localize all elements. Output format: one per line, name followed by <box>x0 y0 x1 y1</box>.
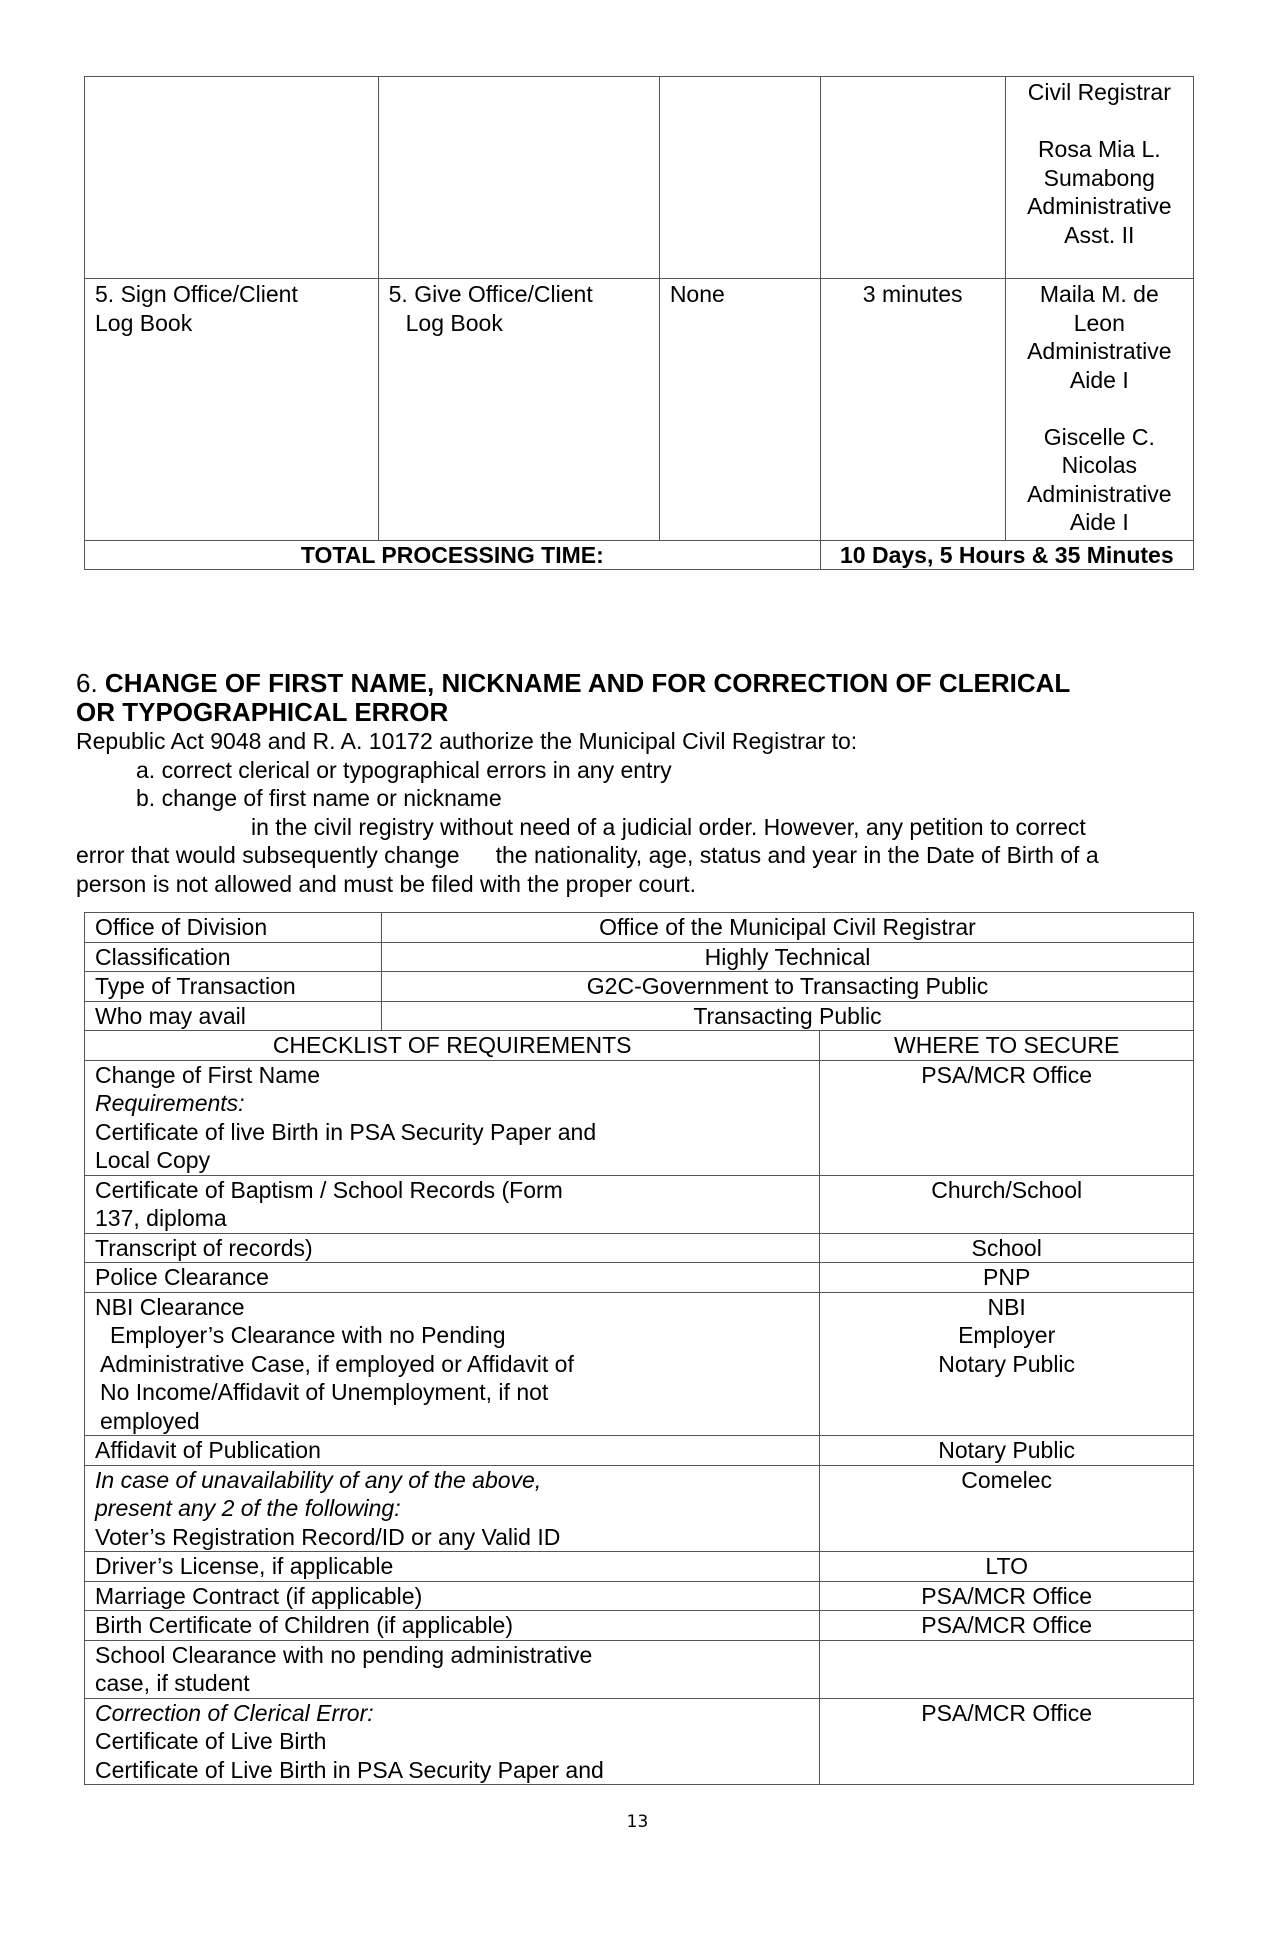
where-line: Church/School <box>931 1176 1083 1203</box>
where-cell <box>820 1698 1194 1785</box>
paragraph-line: in the civil registry without need of a judicial order. However, any petition to correct <box>251 813 1086 840</box>
info-value: Transacting Public <box>382 1001 1194 1031</box>
client-step-cell <box>85 279 379 541</box>
requirement-row <box>85 1581 1194 1611</box>
total-row <box>85 541 1194 570</box>
requirement-line: Administrative Case, if employed or Affidavit of <box>100 1350 574 1377</box>
requirement-cell <box>85 1465 820 1552</box>
person-responsible-cell <box>1005 77 1193 279</box>
requirement-row <box>85 1698 1194 1785</box>
fees-text: None <box>669 281 725 307</box>
where-cell <box>820 1060 1194 1175</box>
fees-cell <box>659 279 820 541</box>
where-cell <box>820 1611 1194 1641</box>
requirement-row <box>85 1640 1194 1698</box>
requirement-cell <box>85 1640 820 1698</box>
section-title <box>76 669 1226 727</box>
requirement-row <box>85 1292 1194 1436</box>
requirement-line: Transcript of records) <box>95 1234 313 1261</box>
requirement-line: Police Clearance <box>95 1264 269 1290</box>
paragraph-line <box>76 841 1226 870</box>
total-label: TOTAL PROCESSING TIME: <box>85 541 821 570</box>
person-line: Nicolas <box>1061 452 1138 478</box>
requirement-line: 137, diploma <box>95 1205 227 1231</box>
requirement-row <box>85 1611 1194 1641</box>
info-value: G2C-Government to Transacting Public <box>382 972 1194 1002</box>
where-line: Notary Public <box>938 1350 1076 1377</box>
section-title-line1: CHANGE OF FIRST NAME, NICKNAME AND FOR CORRECTION OF CLERICAL <box>104 668 1071 698</box>
requirement-line: Affidavit of Publication <box>95 1437 321 1463</box>
requirement-cell <box>85 1552 820 1582</box>
requirement-cell <box>85 1436 820 1466</box>
info-label: Classification <box>85 942 382 972</box>
where-line: Employer <box>958 1322 1056 1348</box>
info-row <box>85 1001 1194 1031</box>
person-line: Giscelle C. <box>1043 423 1155 450</box>
where-line: PSA/MCR Office <box>921 1699 1093 1726</box>
where-cell <box>820 1233 1194 1263</box>
processing-time-text: 3 minutes <box>862 281 963 307</box>
where-line: PSA/MCR Office <box>921 1612 1093 1638</box>
requirements-header: CHECKLIST OF REQUIREMENTS <box>85 1031 820 1061</box>
requirement-line: No Income/Affidavit of Unemployment, if not <box>100 1379 549 1405</box>
where-line: LTO <box>985 1553 1028 1579</box>
requirement-row <box>85 1233 1194 1263</box>
requirement-line: Marriage Contract (if applicable) <box>95 1582 423 1609</box>
page-number: 13 <box>626 1812 649 1832</box>
requirement-line: NBI Clearance <box>95 1293 245 1320</box>
process-steps-table <box>84 76 1194 570</box>
paragraph-fragment: the nationality, age, status and year in the Date of Birth of a <box>495 842 1099 868</box>
where-line: Notary Public <box>938 1437 1076 1463</box>
person-line: Asst. II <box>1064 221 1135 248</box>
requirement-row <box>85 1175 1194 1233</box>
info-row <box>85 972 1194 1002</box>
header-row <box>85 1031 1194 1061</box>
person-line: Administrative <box>1027 480 1172 507</box>
intro-text: Republic Act 9048 and R. A. 10172 authorize the Municipal Civil Registrar to: <box>76 728 858 754</box>
person-line: Rosa Mia L. <box>1037 136 1161 162</box>
where-line: School <box>971 1234 1042 1261</box>
requirement-cell <box>85 1175 820 1233</box>
total-value: 10 Days, 5 Hours & 35 Minutes <box>820 541 1193 570</box>
requirement-line: Employer’s Clearance with no Pending <box>110 1322 506 1348</box>
requirement-row <box>85 1436 1194 1466</box>
requirement-line: Birth Certificate of Children (if applicable) <box>95 1612 514 1638</box>
where-cell <box>820 1640 1194 1698</box>
paragraph-line: person is not allowed and must be filed with the proper court. <box>76 870 697 897</box>
requirement-line: In case of unavailability of any of the above, <box>95 1466 542 1493</box>
info-label: Who may avail <box>85 1001 382 1031</box>
info-value: Office of the Municipal Civil Registrar <box>382 913 1194 943</box>
list-item-b: b. change of first name or nickname <box>136 785 502 811</box>
requirement-line: employed <box>100 1407 200 1434</box>
info-row <box>85 942 1194 972</box>
requirement-line: Certificate of Live Birth in PSA Security Paper and <box>95 1756 604 1783</box>
section-title-line2: OR TYPOGRAPHICAL ERROR <box>76 697 449 727</box>
section-number: 6. <box>76 668 98 698</box>
where-cell <box>820 1552 1194 1582</box>
where-line: PNP <box>983 1264 1031 1290</box>
person-responsible-cell <box>1005 279 1193 541</box>
requirement-cell <box>85 1263 820 1293</box>
where-cell <box>820 1175 1194 1233</box>
section-6 <box>76 669 1226 898</box>
requirement-cell <box>85 1698 820 1785</box>
person-line: Aide I <box>1069 366 1129 393</box>
requirement-row <box>85 1465 1194 1552</box>
info-value: Highly Technical <box>382 942 1194 972</box>
table-row <box>85 77 1194 279</box>
person-line: Administrative <box>1027 193 1172 219</box>
person-line: Civil Registrar <box>1027 79 1171 105</box>
list-item-a: a. correct clerical or typographical errors in any entry <box>136 756 672 783</box>
paragraph-fragment: error that would subsequently change <box>76 842 460 868</box>
where-line: NBI <box>987 1293 1026 1320</box>
info-row <box>85 913 1194 943</box>
where-cell <box>820 1436 1194 1466</box>
table-row <box>85 279 1194 541</box>
agency-action-cell <box>378 77 659 279</box>
agency-action-cell <box>378 279 659 541</box>
client-step-cell <box>85 77 379 279</box>
requirement-cell <box>85 1581 820 1611</box>
client-step-text: 5. Sign Office/Client Log Book <box>95 281 298 336</box>
requirement-line: present any 2 of the following: <box>95 1495 401 1521</box>
requirement-row <box>85 1060 1194 1175</box>
person-line: Maila M. de <box>1039 281 1159 307</box>
processing-time-cell <box>820 279 1005 541</box>
requirement-cell <box>85 1611 820 1641</box>
where-line: Comelec <box>961 1466 1053 1493</box>
person-line: Administrative <box>1027 338 1172 364</box>
where-cell <box>820 1465 1194 1552</box>
requirement-line: Certificate of live Birth in PSA Security Paper and <box>95 1118 597 1145</box>
requirement-cell <box>85 1233 820 1263</box>
processing-time-cell <box>820 77 1005 279</box>
service-info-table <box>84 912 1194 1785</box>
requirement-line: Voter’s Registration Record/ID or any Valid ID <box>95 1523 561 1550</box>
where-line: PSA/MCR Office <box>921 1582 1093 1609</box>
requirement-row <box>85 1263 1194 1293</box>
person-line: Aide I <box>1069 509 1129 535</box>
requirement-line: Certificate of Live Birth <box>95 1728 327 1754</box>
where-cell <box>820 1263 1194 1293</box>
fees-cell <box>659 77 820 279</box>
requirement-row <box>85 1552 1194 1582</box>
agency-action-line: Log Book <box>405 309 503 336</box>
info-label: Type of Transaction <box>85 972 382 1002</box>
info-label: Office of Division <box>85 913 382 943</box>
requirement-line: Driver’s License, if applicable <box>95 1553 394 1579</box>
person-line: Leon <box>1073 309 1125 336</box>
person-line: Sumabong <box>1043 164 1155 191</box>
requirement-line: Correction of Clerical Error: <box>95 1699 374 1726</box>
requirement-cell <box>85 1292 820 1436</box>
requirement-line: Requirements: <box>95 1090 245 1116</box>
requirement-line: Change of First Name <box>95 1061 320 1088</box>
where-cell <box>820 1292 1194 1436</box>
requirement-cell <box>85 1060 820 1175</box>
requirement-line: School Clearance with no pending administrative <box>95 1641 593 1668</box>
agency-action-line: 5. Give Office/Client <box>388 281 593 307</box>
where-line: PSA/MCR Office <box>921 1061 1093 1088</box>
requirement-line: Local Copy <box>95 1147 211 1173</box>
where-header: WHERE TO SECURE <box>820 1031 1194 1061</box>
requirement-line: Certificate of Baptism / School Records (Form <box>95 1176 563 1203</box>
requirement-line: case, if student <box>95 1670 250 1696</box>
where-cell <box>820 1581 1194 1611</box>
